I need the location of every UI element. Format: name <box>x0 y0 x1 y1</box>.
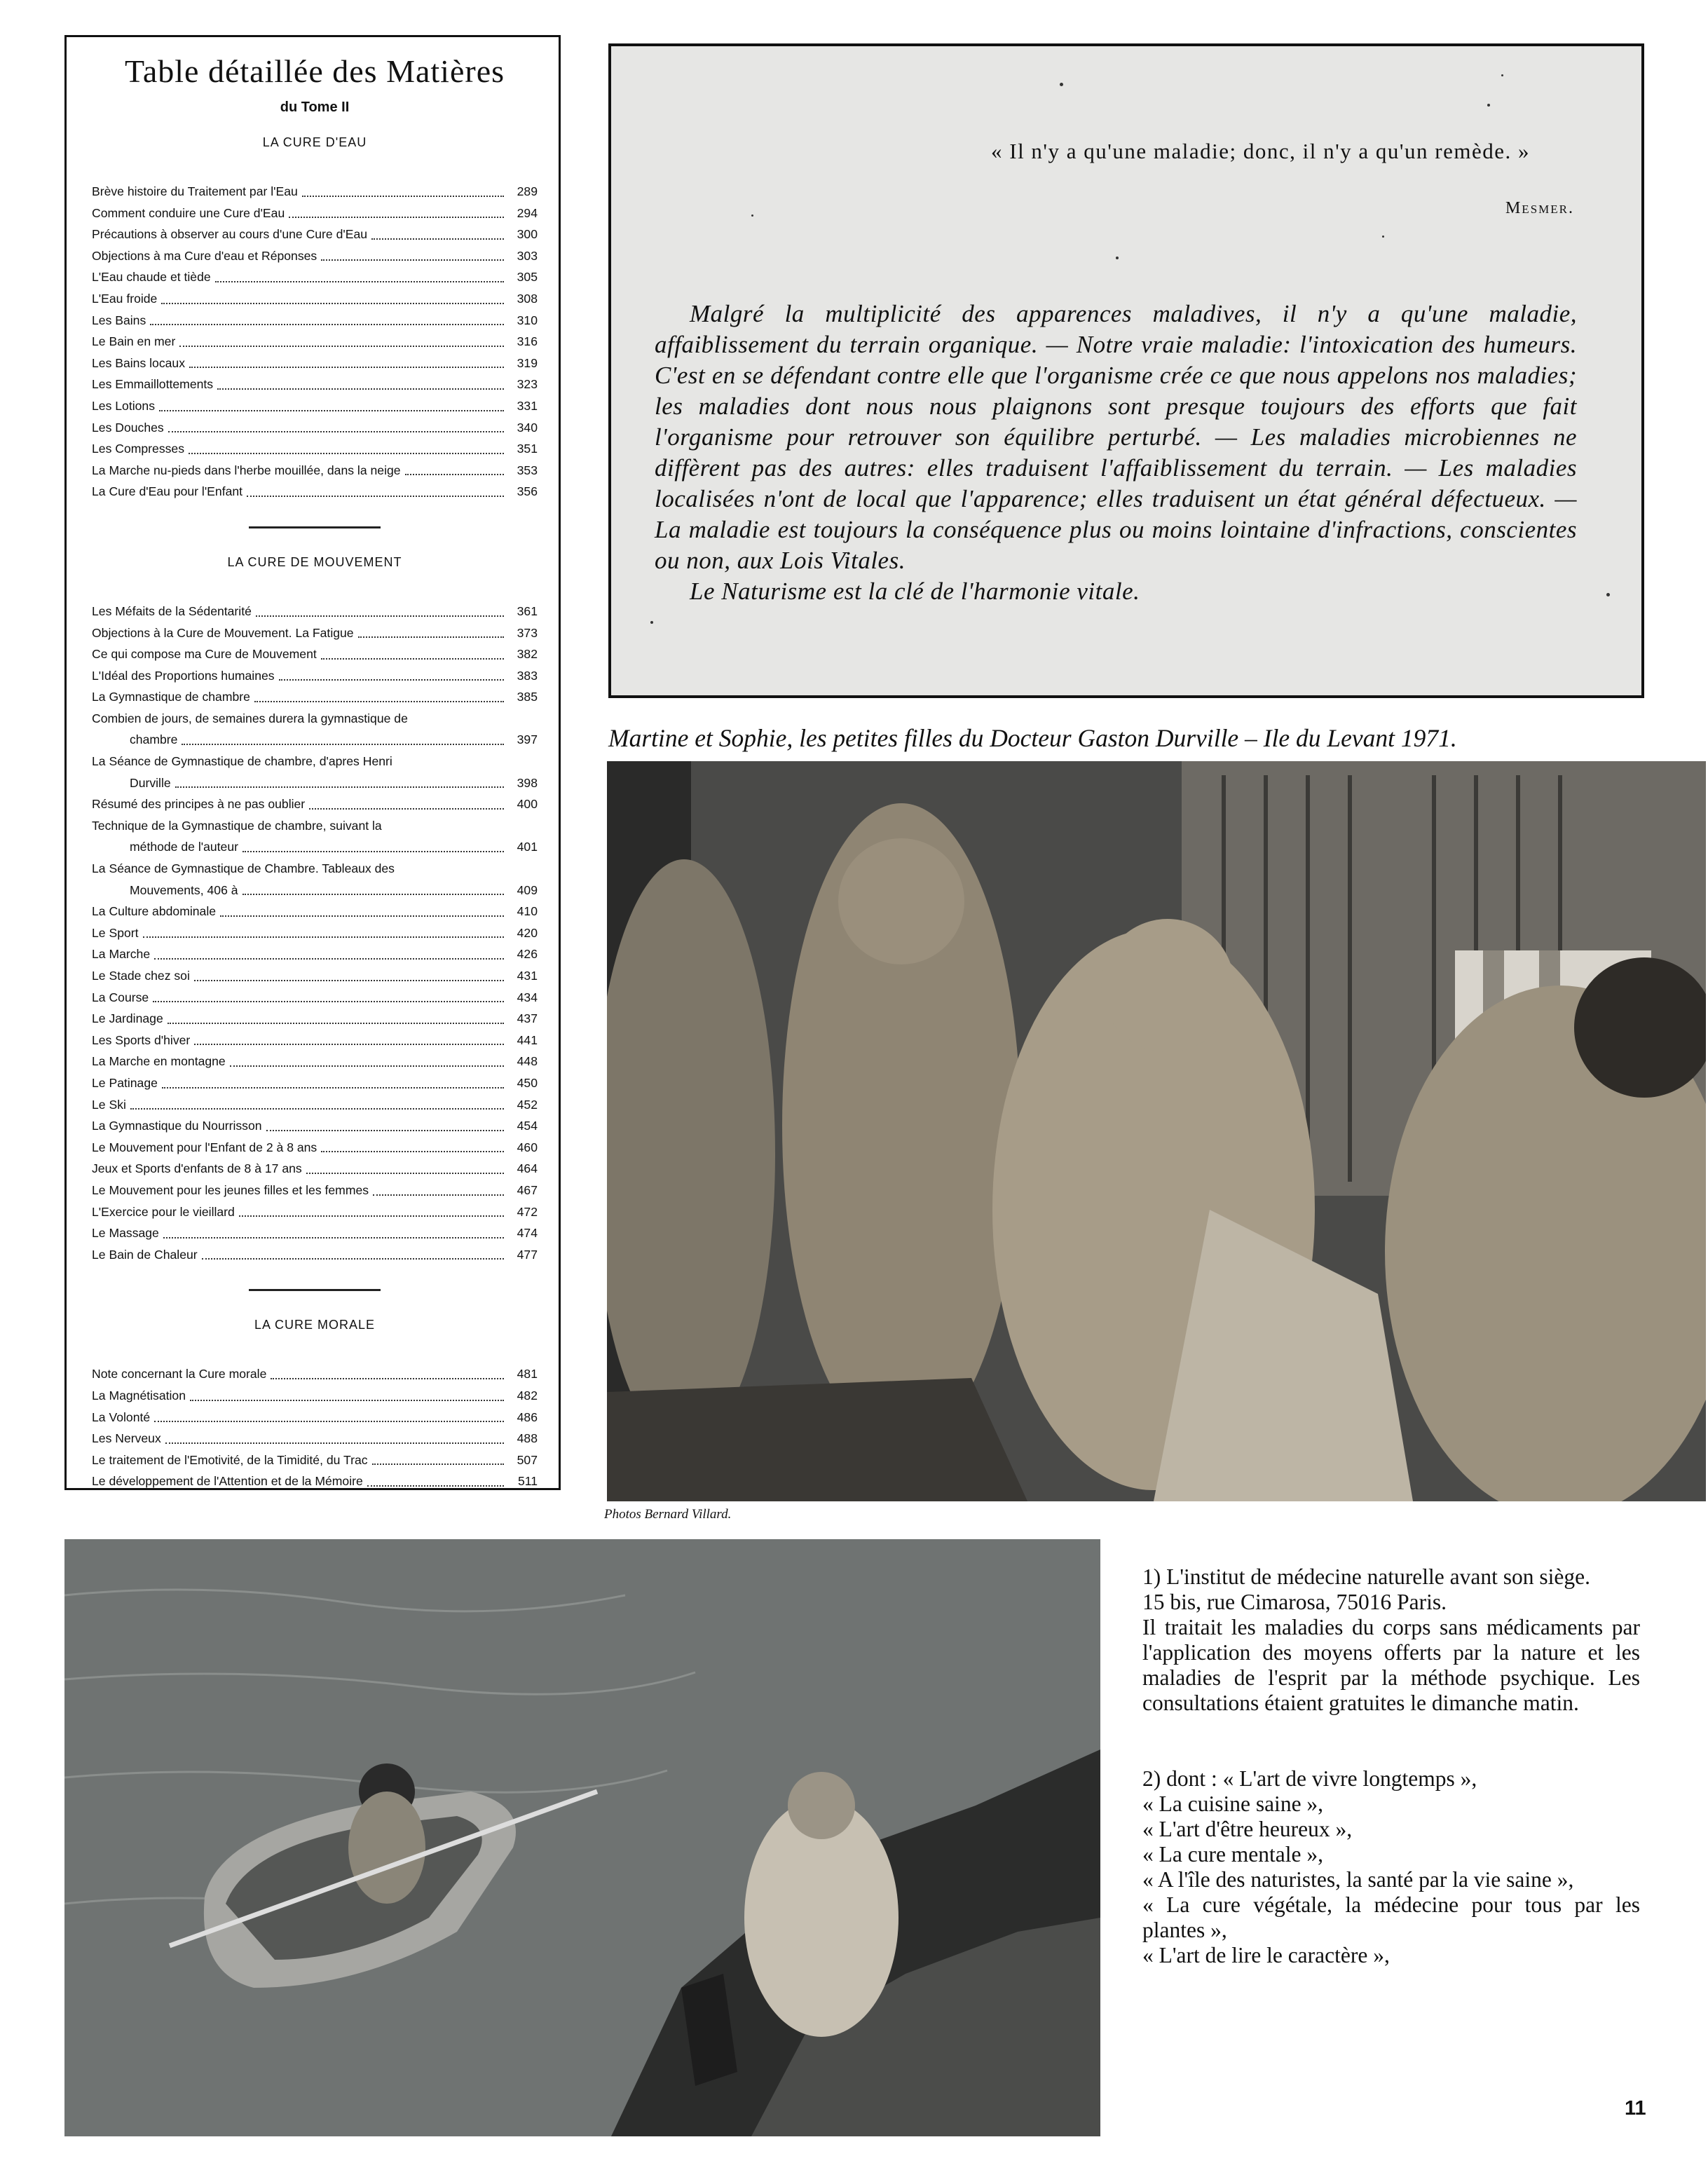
toc-entry <box>92 1158 538 1180</box>
dot-leader <box>154 1421 504 1422</box>
toc-entry-label: Objections à la Cure de Mouvement. La Fatigue <box>92 625 354 640</box>
dot-leader <box>154 958 504 960</box>
toc-entry <box>92 686 538 708</box>
toc-entry-label: La Séance de Gymnastique de chambre, d'apres Henri <box>92 754 392 769</box>
toc-entry-page: 353 <box>517 463 538 477</box>
toc-section-title: LA CURE D'EAU <box>262 135 367 149</box>
toc-entry-page: 397 <box>517 732 538 747</box>
toc-entry <box>92 1072 538 1094</box>
dot-leader <box>242 851 504 852</box>
toc-entry-page: 382 <box>517 647 538 662</box>
toc-entry <box>92 987 538 1009</box>
toc-entry <box>92 922 538 944</box>
toc-entry-label-cont: Mouvements, 406 à <box>130 882 238 897</box>
toc-entry-page: 385 <box>517 690 538 704</box>
toc-entry-label: Le Mouvement pour les jeunes filles et les femmes <box>92 1182 369 1197</box>
toc-entry <box>92 481 538 503</box>
toc-entry-page: 410 <box>517 904 538 919</box>
photo-credit: Photos Bernard Villard. <box>604 1507 732 1522</box>
toc-entry <box>92 708 538 751</box>
toc-entry-label: Les Lotions <box>92 398 155 413</box>
toc-entry-label: La Volonté <box>92 1410 151 1424</box>
dot-leader <box>309 808 504 810</box>
toc-entry-label: Les Sports d'hiver <box>92 1032 191 1047</box>
toc-entry-page: 303 <box>517 248 538 263</box>
dot-leader <box>266 1130 504 1131</box>
footnote-2 <box>1142 1766 1640 1968</box>
toc-entry <box>92 438 538 460</box>
toc-entry-label: Les Douches <box>92 420 164 435</box>
toc-entry-label: Le Sport <box>92 925 139 940</box>
toc-entry-label: Le Bain de Chaleur <box>92 1247 198 1262</box>
footnote-line: « La cuisine saine », <box>1142 1792 1324 1816</box>
dot-leader <box>220 915 504 917</box>
dot-leader <box>321 1151 504 1152</box>
toc-entry-label: La Magnétisation <box>92 1388 186 1403</box>
toc-entry-label: Le Bain en mer <box>92 334 176 349</box>
toc-entry-label: Technique de la Gymnastique de chambre, suivant la <box>92 818 382 833</box>
dot-leader <box>175 786 504 788</box>
quote-body <box>655 299 1577 607</box>
toc-entry <box>92 1030 538 1051</box>
toc-entry-page: 323 <box>517 377 538 392</box>
toc-entry-page: 472 <box>517 1204 538 1219</box>
toc-entry-label: La Séance de Gymnastique de Chambre. Tableaux des <box>92 861 395 876</box>
toc-entry <box>92 1115 538 1137</box>
dot-leader <box>143 936 504 938</box>
toc-entry <box>92 1363 538 1385</box>
toc-entry <box>92 815 538 858</box>
toc-entry-label: Le Massage <box>92 1226 159 1241</box>
toc-entry-page: 454 <box>517 1119 538 1133</box>
toc-entry <box>92 288 538 310</box>
toc-entry-label: La Gymnastique de chambre <box>92 690 250 704</box>
table-of-contents <box>64 35 561 1490</box>
dot-leader <box>358 636 504 638</box>
dot-leader <box>217 388 504 390</box>
toc-entry <box>92 1428 538 1449</box>
toc-entry-label: L'Eau chaude et tiède <box>92 270 211 285</box>
toc-entry-page: 401 <box>517 840 538 854</box>
dot-leader <box>256 615 504 617</box>
toc-entry-label: Le développement de l'Attention et de la Mémoire <box>92 1474 363 1489</box>
section-divider <box>249 526 381 528</box>
toc-entry-page: 351 <box>517 442 538 456</box>
toc-entry-label: Le Mouvement pour l'Enfant de 2 à 8 ans <box>92 1140 317 1154</box>
dot-leader <box>189 453 504 454</box>
footnote-line: 1) L'institut de médecine naturelle avant son siège. <box>1142 1564 1590 1589</box>
section-divider <box>249 1289 381 1291</box>
toc-entry-page: 400 <box>517 797 538 812</box>
toc-entry-label-cont: Durville <box>130 775 171 790</box>
footnote-line: « La cure mentale », <box>1142 1842 1323 1867</box>
toc-entry <box>92 751 538 793</box>
toc-entry-label: Les Méfaits de la Sédentarité <box>92 603 252 618</box>
toc-entry-page: 310 <box>517 313 538 327</box>
dot-leader <box>130 1108 504 1110</box>
quote-box <box>608 43 1644 698</box>
toc-entry-label: Résumé des principes à ne pas oublier <box>92 797 306 812</box>
toc-entry-page: 511 <box>517 1474 538 1489</box>
toc-entry-page: 340 <box>517 420 538 435</box>
toc-entry <box>92 1471 538 1492</box>
toc-entry-list <box>92 601 538 1265</box>
toc-entry-label: La Course <box>92 990 149 1004</box>
dot-leader <box>321 259 504 261</box>
dot-leader <box>150 324 504 325</box>
dot-leader <box>215 281 504 282</box>
toc-entry-page: 398 <box>517 775 538 790</box>
toc-entry-label: La Marche nu-pieds dans l'herbe mouillée, dans la neige <box>92 463 401 477</box>
toc-entry <box>92 793 538 815</box>
toc-title: Table détaillée des Matières <box>124 53 505 89</box>
dot-leader <box>247 496 504 497</box>
toc-entry-label: L'Idéal des Proportions humaines <box>92 668 275 683</box>
toc-entry <box>92 1180 538 1201</box>
toc-entry <box>92 224 538 245</box>
dot-leader <box>279 679 504 681</box>
toc-entry-page: 460 <box>517 1140 538 1154</box>
toc-entry-label: Brève histoire du Traitement par l'Eau <box>92 184 298 198</box>
toc-entry <box>92 331 538 353</box>
toc-entry <box>92 374 538 395</box>
toc-entry-page: 420 <box>517 925 538 940</box>
epigraph-author: Mesmer. <box>1505 199 1574 217</box>
toc-entry-label: Précautions à observer au cours d'une Cure d'Eau <box>92 227 368 242</box>
toc-entry-page: 474 <box>517 1226 538 1241</box>
toc-entry-page: 452 <box>517 1097 538 1112</box>
toc-entry-label: Les Bains <box>92 313 146 327</box>
dot-leader <box>168 431 504 432</box>
toc-entry-page: 486 <box>517 1410 538 1424</box>
toc-entry-label: Ce qui compose ma Cure de Mouvement <box>92 647 317 662</box>
toc-entry <box>92 622 538 644</box>
dot-leader <box>371 238 504 240</box>
toc-entry-label: Note concernant la Cure morale <box>92 1367 267 1381</box>
toc-entry-page: 488 <box>517 1431 538 1446</box>
footnote-line: 15 bis, rue Cimarosa, 75016 Paris. <box>1142 1590 1447 1614</box>
toc-section-title: LA CURE DE MOUVEMENT <box>227 554 402 569</box>
toc-entry <box>92 1051 538 1072</box>
dot-leader <box>190 1400 504 1401</box>
toc-entry-page: 481 <box>517 1367 538 1381</box>
toc-entry <box>92 1385 538 1407</box>
toc-entry-page: 308 <box>517 291 538 306</box>
toc-entry <box>92 353 538 374</box>
toc-entry-list <box>92 1363 538 1492</box>
toc-entry <box>92 1094 538 1116</box>
toc-entry-page: 409 <box>517 882 538 897</box>
dot-leader <box>163 1237 504 1239</box>
toc-entry <box>92 395 538 417</box>
toc-entry-page: 450 <box>517 1075 538 1090</box>
toc-entry-page: 426 <box>517 947 538 962</box>
toc-subtitle: du Tome II <box>280 100 350 115</box>
toc-section-title: LA CURE MORALE <box>254 1318 376 1332</box>
quote-paragraph-1: Malgré la multiplicité des apparences maladives, il n'y a qu'une maladie, affaiblissement du terrain organique. — Notre vraie maladie: l'intoxication des humeurs. C'est en se défendant contre elle que l'organisme crée ce que nous appelons nos maladies; les maladies dont nous nous plaignons sont presque toujours des efforts que fait l'organisme pour retrouver son équilibre perturbé. — Les maladies microbiennes ne diffèrent pas des autres: elles traduisent l'affaiblissement du terrain. — Les maladies localisées n'ont de local que l'apparence; elles traduisent un état général défectueux. — La maladie est toujours la conséquence plus ou moins lointaine d'infractions, conscientes ou non, aux Lois Vitales. <box>655 300 1577 574</box>
toc-entry-label: Le Ski <box>92 1097 126 1112</box>
photo-women-on-deckchairs-illustration <box>607 761 1706 1501</box>
dot-leader <box>367 1485 504 1487</box>
toc-entry-label: Les Bains locaux <box>92 355 186 370</box>
toc-entry <box>92 245 538 267</box>
dot-leader <box>230 1065 504 1067</box>
dot-leader <box>161 303 504 304</box>
toc-entry <box>92 643 538 665</box>
dot-leader <box>165 1442 504 1444</box>
toc-entry-label-cont: méthode de l'auteur <box>130 840 238 854</box>
toc-entry <box>92 1449 538 1471</box>
toc-entry <box>92 601 538 622</box>
footnote-line: « La cure végétale, la médecine pour tous par les plantes », <box>1142 1892 1640 1942</box>
dot-leader <box>202 1258 504 1260</box>
toc-entry-page: 434 <box>517 990 538 1004</box>
dot-leader <box>168 1023 504 1024</box>
toc-entry-page: 482 <box>517 1388 538 1403</box>
quote-paragraph-2: Le Naturisme est la clé de l'harmonie vitale. <box>690 578 1140 605</box>
photo-caption: Martine et Sophie, les petites filles du Docteur Gaston Durville – Ile du Levant 1971. <box>608 724 1457 752</box>
toc-entry <box>92 858 538 901</box>
footnote-line: Il traitait les maladies du corps sans médicaments par l'application des moyens offerts par la nature et les maladies de l'esprit par la méthode psychique. Les consultations étaient gratuites le dimanche matin. <box>1142 1615 1640 1715</box>
footnote-line: « L'art d'être heureux », <box>1142 1817 1353 1841</box>
footnotes <box>1142 1564 1640 1968</box>
toc-entry <box>92 665 538 687</box>
toc-entry-label: La Marche en montagne <box>92 1054 226 1069</box>
toc-entry-page: 383 <box>517 668 538 683</box>
toc-entry-page: 289 <box>517 184 538 198</box>
dot-leader <box>271 1378 504 1379</box>
toc-entry-page: 507 <box>517 1452 538 1467</box>
toc-entry-page: 316 <box>517 334 538 349</box>
toc-entry-page: 437 <box>517 1011 538 1026</box>
dot-leader <box>239 1215 504 1217</box>
dot-leader <box>302 196 504 197</box>
dot-leader <box>289 217 504 218</box>
toc-entry <box>92 460 538 482</box>
toc-entry-page: 356 <box>517 484 538 499</box>
dot-leader <box>182 744 504 745</box>
dot-leader <box>373 1194 504 1196</box>
toc-entry-list <box>92 181 538 503</box>
toc-entry-page: 448 <box>517 1054 538 1069</box>
footnote-line: « L'art de lire le caractère », <box>1142 1943 1390 1967</box>
dot-leader <box>153 1001 504 1002</box>
toc-entry-label: L'Exercice pour le vieillard <box>92 1204 235 1219</box>
dot-leader <box>321 658 504 660</box>
dot-leader <box>194 980 504 981</box>
dot-leader <box>189 367 504 368</box>
toc-entry-page: 464 <box>517 1161 538 1176</box>
toc-entry <box>92 1407 538 1428</box>
toc-entry <box>92 1244 538 1266</box>
toc-entry-label: Le traitement de l'Emotivité, de la Timidité, du Trac <box>92 1452 368 1467</box>
toc-entry-label: Le Jardinage <box>92 1011 163 1026</box>
footnote-line: 2) dont : « L'art de vivre longtemps », <box>1142 1766 1477 1791</box>
photo-canoe-by-rocks-illustration <box>64 1539 1100 2136</box>
toc-entry-label: Les Emmaillottements <box>92 377 214 392</box>
dot-leader <box>194 1044 504 1045</box>
toc-entry-label: Objections à ma Cure d'eau et Réponses <box>92 248 317 263</box>
toc-entry-label: La Cure d'Eau pour l'Enfant <box>92 484 243 499</box>
toc-entry <box>92 901 538 922</box>
toc-entry <box>92 965 538 987</box>
toc-entry-label: Le Patinage <box>92 1075 158 1090</box>
toc-entry-label: Combien de jours, de semaines durera la gymnastique de <box>92 711 408 725</box>
toc-entry-page: 431 <box>517 969 538 983</box>
toc-entry <box>92 943 538 965</box>
toc-entry <box>92 181 538 203</box>
toc-entry <box>92 1008 538 1030</box>
dot-leader <box>162 1087 504 1089</box>
toc-entry <box>92 1201 538 1223</box>
toc-entry <box>92 1137 538 1159</box>
toc-entry-label: Les Compresses <box>92 442 185 456</box>
dot-leader <box>372 1463 504 1465</box>
dot-leader <box>405 474 504 475</box>
toc-entry-label: Les Nerveux <box>92 1431 161 1446</box>
page-number: 11 <box>1625 2097 1646 2120</box>
toc-sections <box>92 135 538 1492</box>
epigraph: « Il n'y a qu'une maladie; donc, il n'y a qu'un remède. » <box>991 139 1530 163</box>
toc-entry-label: La Gymnastique du Nourrisson <box>92 1119 262 1133</box>
toc-entry-page: 373 <box>517 625 538 640</box>
toc-entry <box>92 266 538 288</box>
dot-leader <box>159 410 504 411</box>
toc-entry-label: Le Stade chez soi <box>92 969 190 983</box>
dot-leader <box>179 346 504 347</box>
toc-entry-label: La Marche <box>92 947 151 962</box>
toc-entry-label: L'Eau froide <box>92 291 158 306</box>
toc-entry-label: Comment conduire une Cure d'Eau <box>92 205 285 220</box>
toc-entry-page: 300 <box>517 227 538 242</box>
toc-entry-page: 467 <box>517 1182 538 1197</box>
toc-entry-page: 319 <box>517 355 538 370</box>
toc-entry-page: 294 <box>517 205 538 220</box>
toc-entry <box>92 417 538 439</box>
dot-leader <box>254 701 504 702</box>
photo-women-on-deckchairs <box>607 761 1706 1501</box>
dot-leader <box>306 1173 504 1174</box>
toc-entry-page: 331 <box>517 398 538 413</box>
dot-leader <box>242 894 504 895</box>
footnote-line: « A l'île des naturistes, la santé par la vie saine », <box>1142 1867 1574 1892</box>
toc-entry <box>92 1222 538 1244</box>
footnote-1 <box>1142 1564 1640 1716</box>
toc-entry-label: Jeux et Sports d'enfants de 8 à 17 ans <box>92 1161 302 1176</box>
toc-entry-page: 305 <box>517 270 538 285</box>
toc-entry-page: 477 <box>517 1247 538 1262</box>
toc-entry-page: 441 <box>517 1032 538 1047</box>
photo-canoe-by-rocks <box>64 1539 1100 2136</box>
toc-entry <box>92 310 538 332</box>
toc-entry <box>92 203 538 224</box>
toc-entry-label: La Culture abdominale <box>92 904 217 919</box>
toc-entry-label-cont: chambre <box>130 732 178 747</box>
toc-entry-page: 361 <box>517 603 538 618</box>
